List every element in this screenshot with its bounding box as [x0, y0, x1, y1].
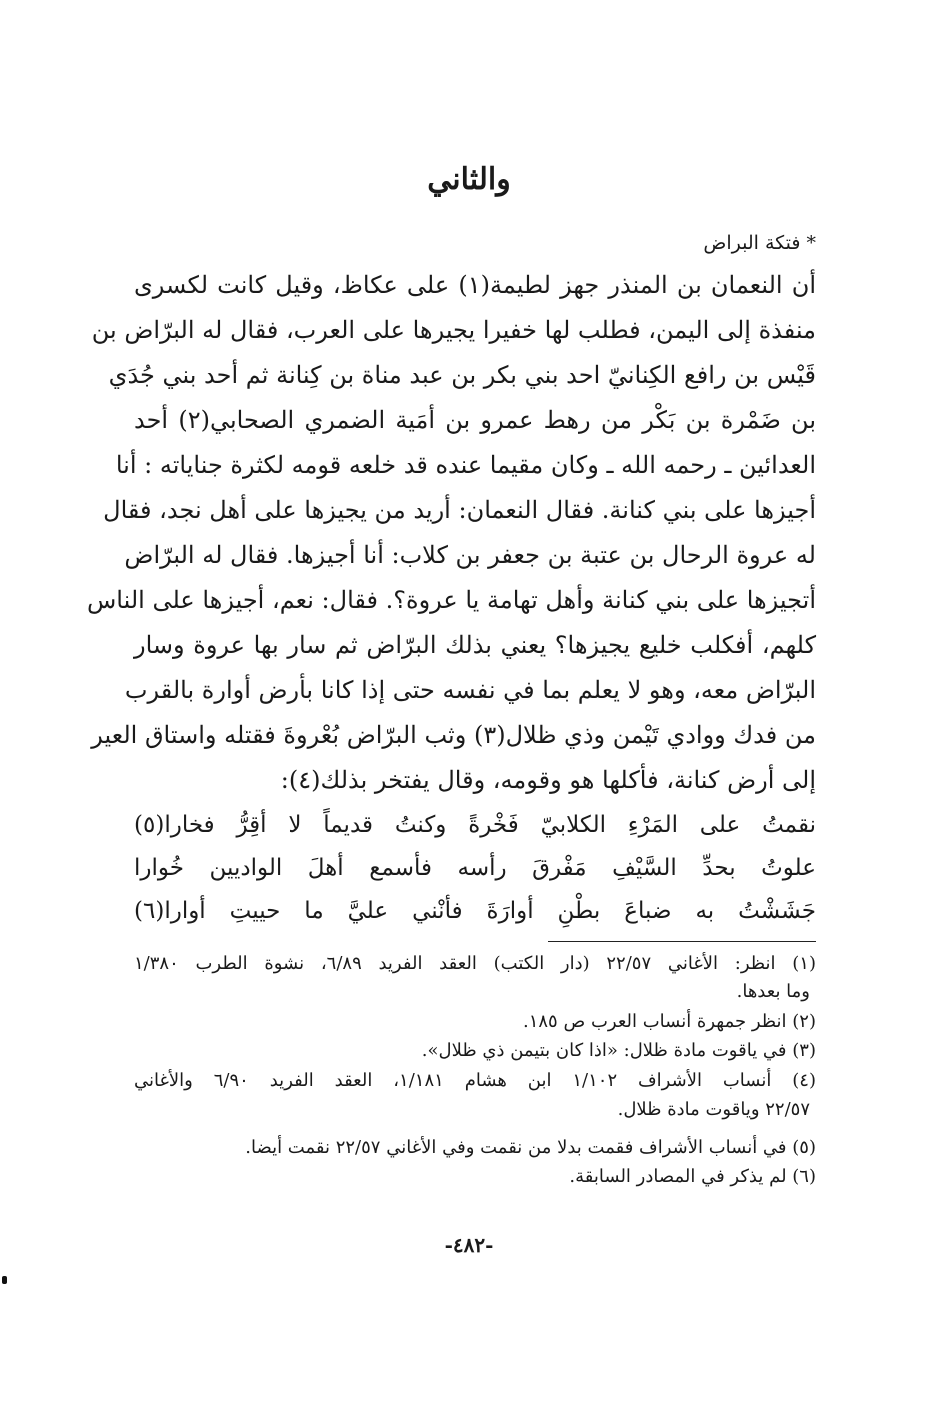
body-line: العدائين ـ رحمه الله ـ وكان مقيما عنده قد خلعه قومه لكثرة جناياته : أنا: [115, 451, 816, 479]
body-line: من فدك ووادي تَيْمن وذي ظلال(٣) وثب البرّاض بُعْروةَ فقتله واستاق العير: [91, 721, 816, 749]
body-line: كلهم، أفكلب خليع يجيزها؟ يعني بذلك البرّاض ثم سار بها عروة وسار: [134, 631, 816, 659]
poem-verse: نقمتُ على المَرْءِ الكلابيّ فَخْرةً وكنتُ قديماً لا أقِرُّ فخارا(٥): [134, 812, 816, 838]
section-title: * فتكة البراض: [703, 232, 816, 254]
body-line: أتجيزها على بني كنانة وأهل تهامة يا عروة؟. فقال: نعم، أجيزها على الناس: [87, 586, 816, 614]
footnote: (٣) في ياقوت مادة ظلال: «اذا كان بتيمن ذي ظلال».: [421, 1040, 816, 1061]
poem-verse: جَشَشْتُ به ضباعَ بطْنِ أوارَةَ فأنْني عليَّ ما حييتِ أوارا(٦): [134, 898, 816, 924]
body-line: أن النعمان بن المنذر جهز لطيمة(١) على عكاظ، وقيل كانت لكسرى: [134, 271, 816, 299]
page-number: -٤٨٢-: [444, 1233, 494, 1257]
footnote: (٤) أنساب الأشراف ١/١٠٢ ابن هشام ١/١٨١، العقد الفريد ٦/٩٠ والأغاني: [134, 1070, 816, 1091]
chapter-heading: والثاني: [427, 162, 511, 197]
body-line: له عروة الرحال بن عتبة بن جعفر بن كلاب: أنا أجيزها. فقال له البرّاض: [124, 541, 816, 569]
scan-edge-mark: [2, 1276, 7, 1284]
footnote: (٥) في أنساب الأشراف فقمت بدلا من نقمت وفي الأغاني ٢٢/٥٧ نقمت أيضا.: [245, 1137, 816, 1158]
footnote-continuation: ٢٢/٥٧ وياقوت مادة ظلال.: [617, 1099, 810, 1120]
body-line: بن ضَمْرة بن بَكْر من رهط عمرو بن أمَية الضمري الصحابي(٢) أحد: [134, 406, 816, 434]
footnote-divider: [548, 941, 816, 942]
body-line: منفذة إلى اليمن، فطلب لها خفيرا يجيرها على العرب، فقال له البرّاض بن: [91, 316, 816, 344]
body-line: قَيْس بن رافع الكِنانيّ احد بني بكر بن عبد مناة بن كِنانة ثم أحد بني جُدَي: [108, 361, 816, 389]
footnote-continuation: وما بعدها.: [736, 981, 810, 1002]
body-line: إلى أرض كنانة، فأكلها هو وقومه، وقال يفتخر بذلك(٤):: [280, 766, 816, 794]
footnote: (١) انظر: الأغاني ٢٢/٥٧ (دار الكتب) العقد الفريد ٦/٨٩، نشوة الطرب ١/٣٨٠: [134, 953, 816, 974]
poem-verse: علوتُ بحدِّ السَّيْفِ مَفْرقَ رأسه فأسمع أهلَ الواديين خُوارا: [134, 855, 816, 881]
body-line: أجيزها على بني كنانة. فقال النعمان: أريد من يجيزها على أهل نجد، فقال: [103, 496, 816, 524]
footnote: (٦) لم يذكر في المصادر السابقة.: [569, 1166, 816, 1187]
body-line: البرّاض معه، وهو لا يعلم بما في نفسه حتى إذا كانا بأرض أوارة بالقرب: [124, 676, 816, 704]
footnote: (٢) انظر جمهرة أنساب العرب ص ١٨٥.: [522, 1011, 816, 1032]
